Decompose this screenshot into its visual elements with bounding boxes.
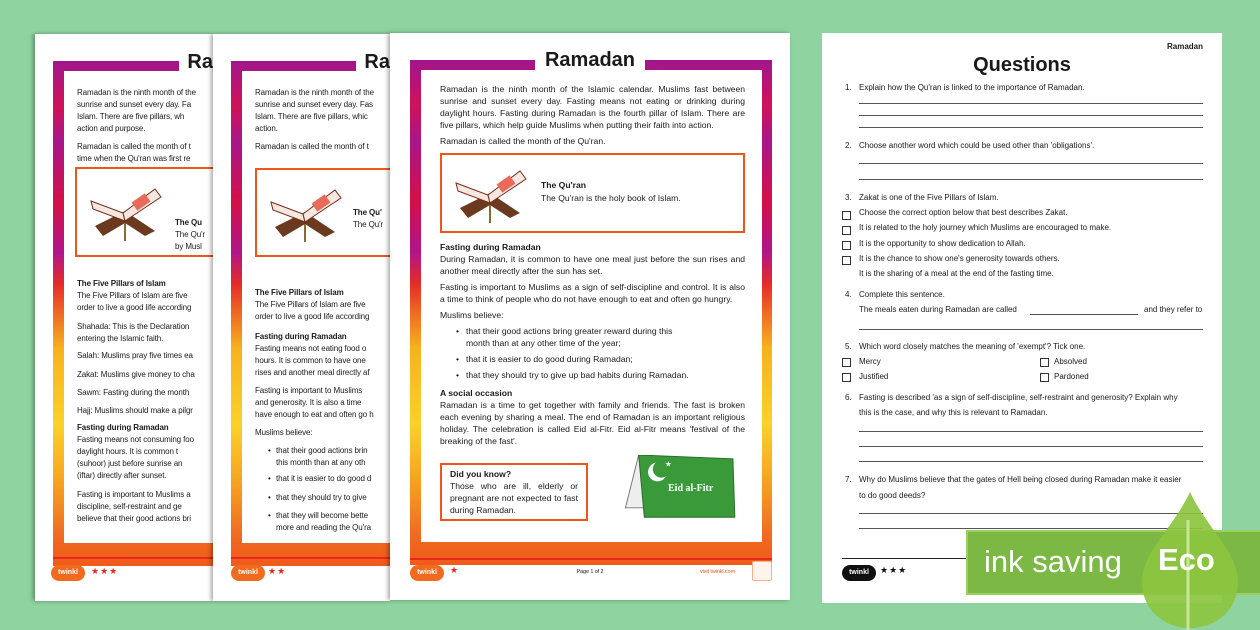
- checkbox[interactable]: [842, 373, 851, 382]
- box-title: The Qu: [175, 218, 202, 227]
- eid-card-illustration: [620, 455, 745, 521]
- option-text: It is related to the holy journey which Muslims are encouraged to make.: [859, 223, 1112, 232]
- question-3: Zakat is one of the Five Pillars of Islam.: [859, 193, 999, 202]
- text-line: (suhoor) just before sunrise an: [77, 459, 183, 468]
- checkbox[interactable]: [1040, 358, 1049, 367]
- box-text: The Qu'ran is the holy book of Islam.: [541, 193, 681, 203]
- text-line: Ramadan is the ninth month of the: [255, 88, 374, 97]
- answer-line[interactable]: [859, 103, 1203, 104]
- worksheet-page-1-star: [390, 33, 790, 600]
- twinkl-logo: twinkl: [842, 565, 876, 581]
- page-title: Ramadan: [535, 49, 645, 71]
- text-line: sunrise and sunset every day. Fas: [255, 100, 373, 109]
- section-heading: The Five Pillars of Islam: [77, 279, 166, 288]
- section-heading: Fasting during Ramadan: [440, 242, 541, 252]
- question-4: Complete this sentence.: [859, 290, 945, 299]
- option-text: It is the sharing of a meal at the end of the fasting time.: [859, 269, 1054, 278]
- text-line: Ramadan is called the month of t: [255, 142, 369, 151]
- text-line: Islam. There are five pillars, whic: [255, 112, 368, 121]
- page-number: Page 1 of 2: [576, 569, 604, 575]
- answer-line[interactable]: [859, 329, 1203, 330]
- questions-page: Ramadan Questions 1. Explain how the Qu'ran is linked to the importance of Ramadan. 2. Choose another word which could be used other than 'obligations'. 3. Zakat is one of the Five Pillars of Islam. Choose the correct option below that best describes Zakat. It is related to the holy journey which Muslims are encouraged to make. It is the opportunity to show dedication to Allah. It is the chance to show one's generosity towards others. It is the sharing of a meal at the end of the fasting time. 4. Complete this sentence. The meals eaten during Ramadan are called and they refer to 5. Which word closely matches the meaning of 'exempt'? Tick one. Mercy Absolved Justified Pardoned 6. Fasting is described 'as a sign of self-discipline, self-restraint and generosity? Explain why this is the case, and why this is relevant to Ramadan. 7. Why do Muslims believe that the gates of Hell being closed during Ramadan make it easier to do good deeds? twinkl ★★★: [822, 33, 1222, 603]
- eco-label: Eco: [1158, 542, 1215, 577]
- twinkl-logo: twinkl: [410, 565, 444, 581]
- option-text: Choose the correct option below that best describes Zakat.: [859, 208, 1068, 217]
- text-line: Islam. There are five pillars, wh: [77, 112, 185, 121]
- text-line: (iftar) directly after sunset.: [77, 471, 167, 480]
- text-line: action.: [255, 124, 278, 133]
- text-line: sunrise and sunset every day. Fa: [77, 100, 192, 109]
- text-line: Salah: Muslims pray five times ea: [77, 351, 193, 360]
- option-text: It is the opportunity to show dedication to Allah.: [859, 239, 1026, 248]
- page-header: Ramadan: [1166, 42, 1203, 51]
- quran-icon: [265, 182, 345, 244]
- text-line: The Five Pillars of Islam are five: [77, 291, 188, 300]
- checkbox[interactable]: [1040, 373, 1049, 382]
- text-line: Shahada: This is the Declaration: [77, 322, 190, 331]
- quran-icon: [450, 163, 530, 225]
- answer-line[interactable]: [859, 446, 1203, 447]
- answer-line[interactable]: [859, 127, 1203, 128]
- text-line: entering the Islamic faith.: [77, 334, 164, 343]
- bullet-item: that their good actions brin: [276, 446, 368, 455]
- text-line: Ramadan is the ninth month of the: [77, 88, 196, 97]
- text-line: have enough to eat and often go h: [255, 410, 374, 419]
- section-heading: A social occasion: [440, 388, 513, 398]
- svg-text:★: ★: [665, 459, 672, 469]
- answer-line[interactable]: [859, 115, 1203, 116]
- paragraph: During Ramadan, it is common to have one meal just before the sun rises and another meal directly after the sun has set.: [440, 254, 745, 276]
- text-line: The Qu'r: [175, 230, 206, 239]
- section-heading: Fasting during Ramadan: [255, 332, 347, 341]
- text-line: hours. It is common to have one: [255, 356, 366, 365]
- bullet-item: this month than at any oth: [276, 458, 366, 467]
- section-heading: The Five Pillars of Islam: [255, 288, 344, 297]
- text-line: time when the Qu'ran was first re: [77, 154, 191, 163]
- text-line: order to live a good life according: [77, 303, 192, 312]
- text-line: The Qu'r: [353, 220, 384, 229]
- question-7-cont: to do good deeds?: [859, 491, 926, 500]
- option-text: It is the chance to show one's generosity towards others.: [859, 254, 1060, 263]
- text-line: The Five Pillars of Islam are five: [255, 300, 366, 309]
- site-link[interactable]: visit twinkl.com: [700, 569, 736, 575]
- bullet-item: that they will become bette: [276, 511, 369, 520]
- section-heading: Fasting during Ramadan: [77, 423, 169, 432]
- ink-saving-label: ink saving: [984, 544, 1122, 579]
- text-line: believe that their good actions bri: [77, 514, 191, 523]
- text-line: and generosity. It is also a time: [255, 398, 362, 407]
- checkbox[interactable]: [842, 211, 851, 220]
- option-text: Absolved: [1054, 357, 1087, 366]
- month-line: Ramadan is called the month of the Qu'ran.: [440, 136, 606, 146]
- paragraph: Fasting is important to Muslims as a sign of self-discipline and control. It is also a time to think of people who do not have enough to eat and often go hungry.: [440, 282, 745, 304]
- box-title: The Qu'ran: [541, 180, 587, 190]
- blank-line[interactable]: [1030, 314, 1138, 315]
- intro-paragraph: Ramadan is the ninth month of the Islamic calendar. Muslims fast between sunrise and sunset every day. Fasting means not eating or drinking during daylight hours. Fasting during Ramadan is the fourth pillar of Islam. There are five pillars, which help guide Muslims when putting their faith into action.: [440, 84, 745, 130]
- bullet-item: more and reading the Qu'ra: [276, 523, 371, 532]
- worksheet-page-2-star: Ra Ramadan is the ninth month of the sunrise and sunset every day. Fas Islam. There are five pillars, whic action. Ramadan is called the month of t The Qu' The Qu'r The Five Pillars of Islam The Five Pillars of Islam are five order to live a good life according Fasting during Ramadan Fasting means not eating food o hours. It is common to have one rises and another meal directly af Fasting is important to Muslims and generosity. It is also a time have enough to eat and often go h Muslims believe: • that their good actions brin this month than at any oth • that it is easier to do good d • that they should try to give • that they will become bette more and reading the Qu'ra twinkl ★★: [213, 34, 390, 601]
- difficulty-stars: ★: [450, 565, 460, 575]
- text-line: Fasting means not eating food o: [255, 344, 367, 353]
- difficulty-stars: ★★★: [880, 565, 908, 575]
- answer-line[interactable]: [859, 163, 1203, 164]
- answer-line[interactable]: [859, 431, 1203, 432]
- page-title: Ra: [356, 50, 390, 74]
- eid-card-text: Eid al-Fitr: [668, 483, 714, 494]
- answer-line[interactable]: [859, 461, 1203, 462]
- text-line: Muslims believe:: [255, 428, 313, 437]
- text-line: Zakat: Muslims give money to cha: [77, 370, 195, 379]
- bullet-item: that they should try to give: [276, 493, 367, 502]
- sentence-end: and they refer to: [1144, 305, 1203, 314]
- question-1: Explain how the Qu'ran is linked to the importance of Ramadan.: [859, 83, 1085, 92]
- checkbox[interactable]: [842, 256, 851, 265]
- did-you-know-text: Those who are ill, elderly or pregnant are not expected to fast during Ramadan.: [450, 481, 578, 515]
- quran-box: [440, 153, 745, 233]
- box-title: The Qu': [353, 208, 382, 217]
- page-body: [440, 83, 745, 521]
- checkbox[interactable]: [842, 241, 851, 250]
- quran-icon: [85, 181, 165, 243]
- checkbox[interactable]: [842, 226, 851, 235]
- text-line: Ramadan is called the month of t: [77, 142, 191, 151]
- question-6: Fasting is described 'as a sign of self-discipline, self-restraint and generosity? Explain why: [859, 393, 1178, 402]
- difficulty-stars: ★★: [268, 566, 287, 576]
- text-line: Fasting is important to Muslims a: [77, 490, 191, 499]
- text-line: daylight hours. It is common t: [77, 447, 179, 456]
- text-line: Hajj: Muslims should make a pilgr: [77, 406, 193, 415]
- twinkl-logo: twinkl: [51, 565, 85, 581]
- paragraph: Ramadan is a time to get together with family and friends. The fast is broken each evening by sharing a meal. The end of Ramadan is an important religious holiday. The celebration is called Eid al-Fitr. Eid al-Fitr means 'festival of the breaking of the fast'.: [440, 400, 745, 446]
- question-5: Which word closely matches the meaning of 'exempt'? Tick one.: [859, 342, 1086, 351]
- text-line: Fasting means not consuming foo: [77, 435, 194, 444]
- paragraph: Muslims believe:: [440, 310, 504, 320]
- quality-badge-icon: [752, 561, 772, 581]
- option-text: Justified: [859, 372, 889, 381]
- text-line: action and purpose.: [77, 124, 146, 133]
- checkbox[interactable]: [842, 358, 851, 367]
- worksheet-page-3-star: [35, 34, 213, 601]
- option-text: Pardoned: [1054, 372, 1089, 381]
- option-text: Mercy: [859, 357, 881, 366]
- text-line: Fasting is important to Muslims: [255, 386, 363, 395]
- twinkl-logo: twinkl: [231, 565, 265, 581]
- text-line: order to live a good life according: [255, 312, 370, 321]
- question-7: Why do Muslims believe that the gates of Hell being closed during Ramadan make it easier: [859, 475, 1182, 484]
- bullet-item: • that they should try to give up bad habits during Ramadan.: [440, 369, 745, 381]
- page-title: Questions: [973, 54, 1071, 76]
- text-line: by Musl: [175, 242, 202, 251]
- bullet-item: that it is easier to do good d: [276, 474, 372, 483]
- did-you-know-title: Did you know?: [450, 469, 512, 479]
- bullet-item: • that their good actions bring greater reward during this month than at any other time of the year;: [440, 325, 680, 349]
- question-6-cont: this is the case, and why this is relevant to Ramadan.: [859, 408, 1048, 417]
- sentence-start: The meals eaten during Ramadan are called: [859, 305, 1017, 314]
- answer-line[interactable]: [859, 179, 1203, 180]
- did-you-know-box: [440, 463, 588, 521]
- text-line: discipline, self-restraint and ge: [77, 502, 182, 511]
- text-line: Sawm: Fasting during the month: [77, 388, 190, 397]
- bullet-item: • that it is easier to do good during Ramadan;: [440, 353, 745, 365]
- question-2: Choose another word which could be used other than 'obligations'.: [859, 141, 1095, 150]
- difficulty-stars: ★★★: [91, 566, 119, 576]
- page-title: Ra: [179, 50, 213, 74]
- text-line: rises and another meal directly af: [255, 368, 370, 377]
